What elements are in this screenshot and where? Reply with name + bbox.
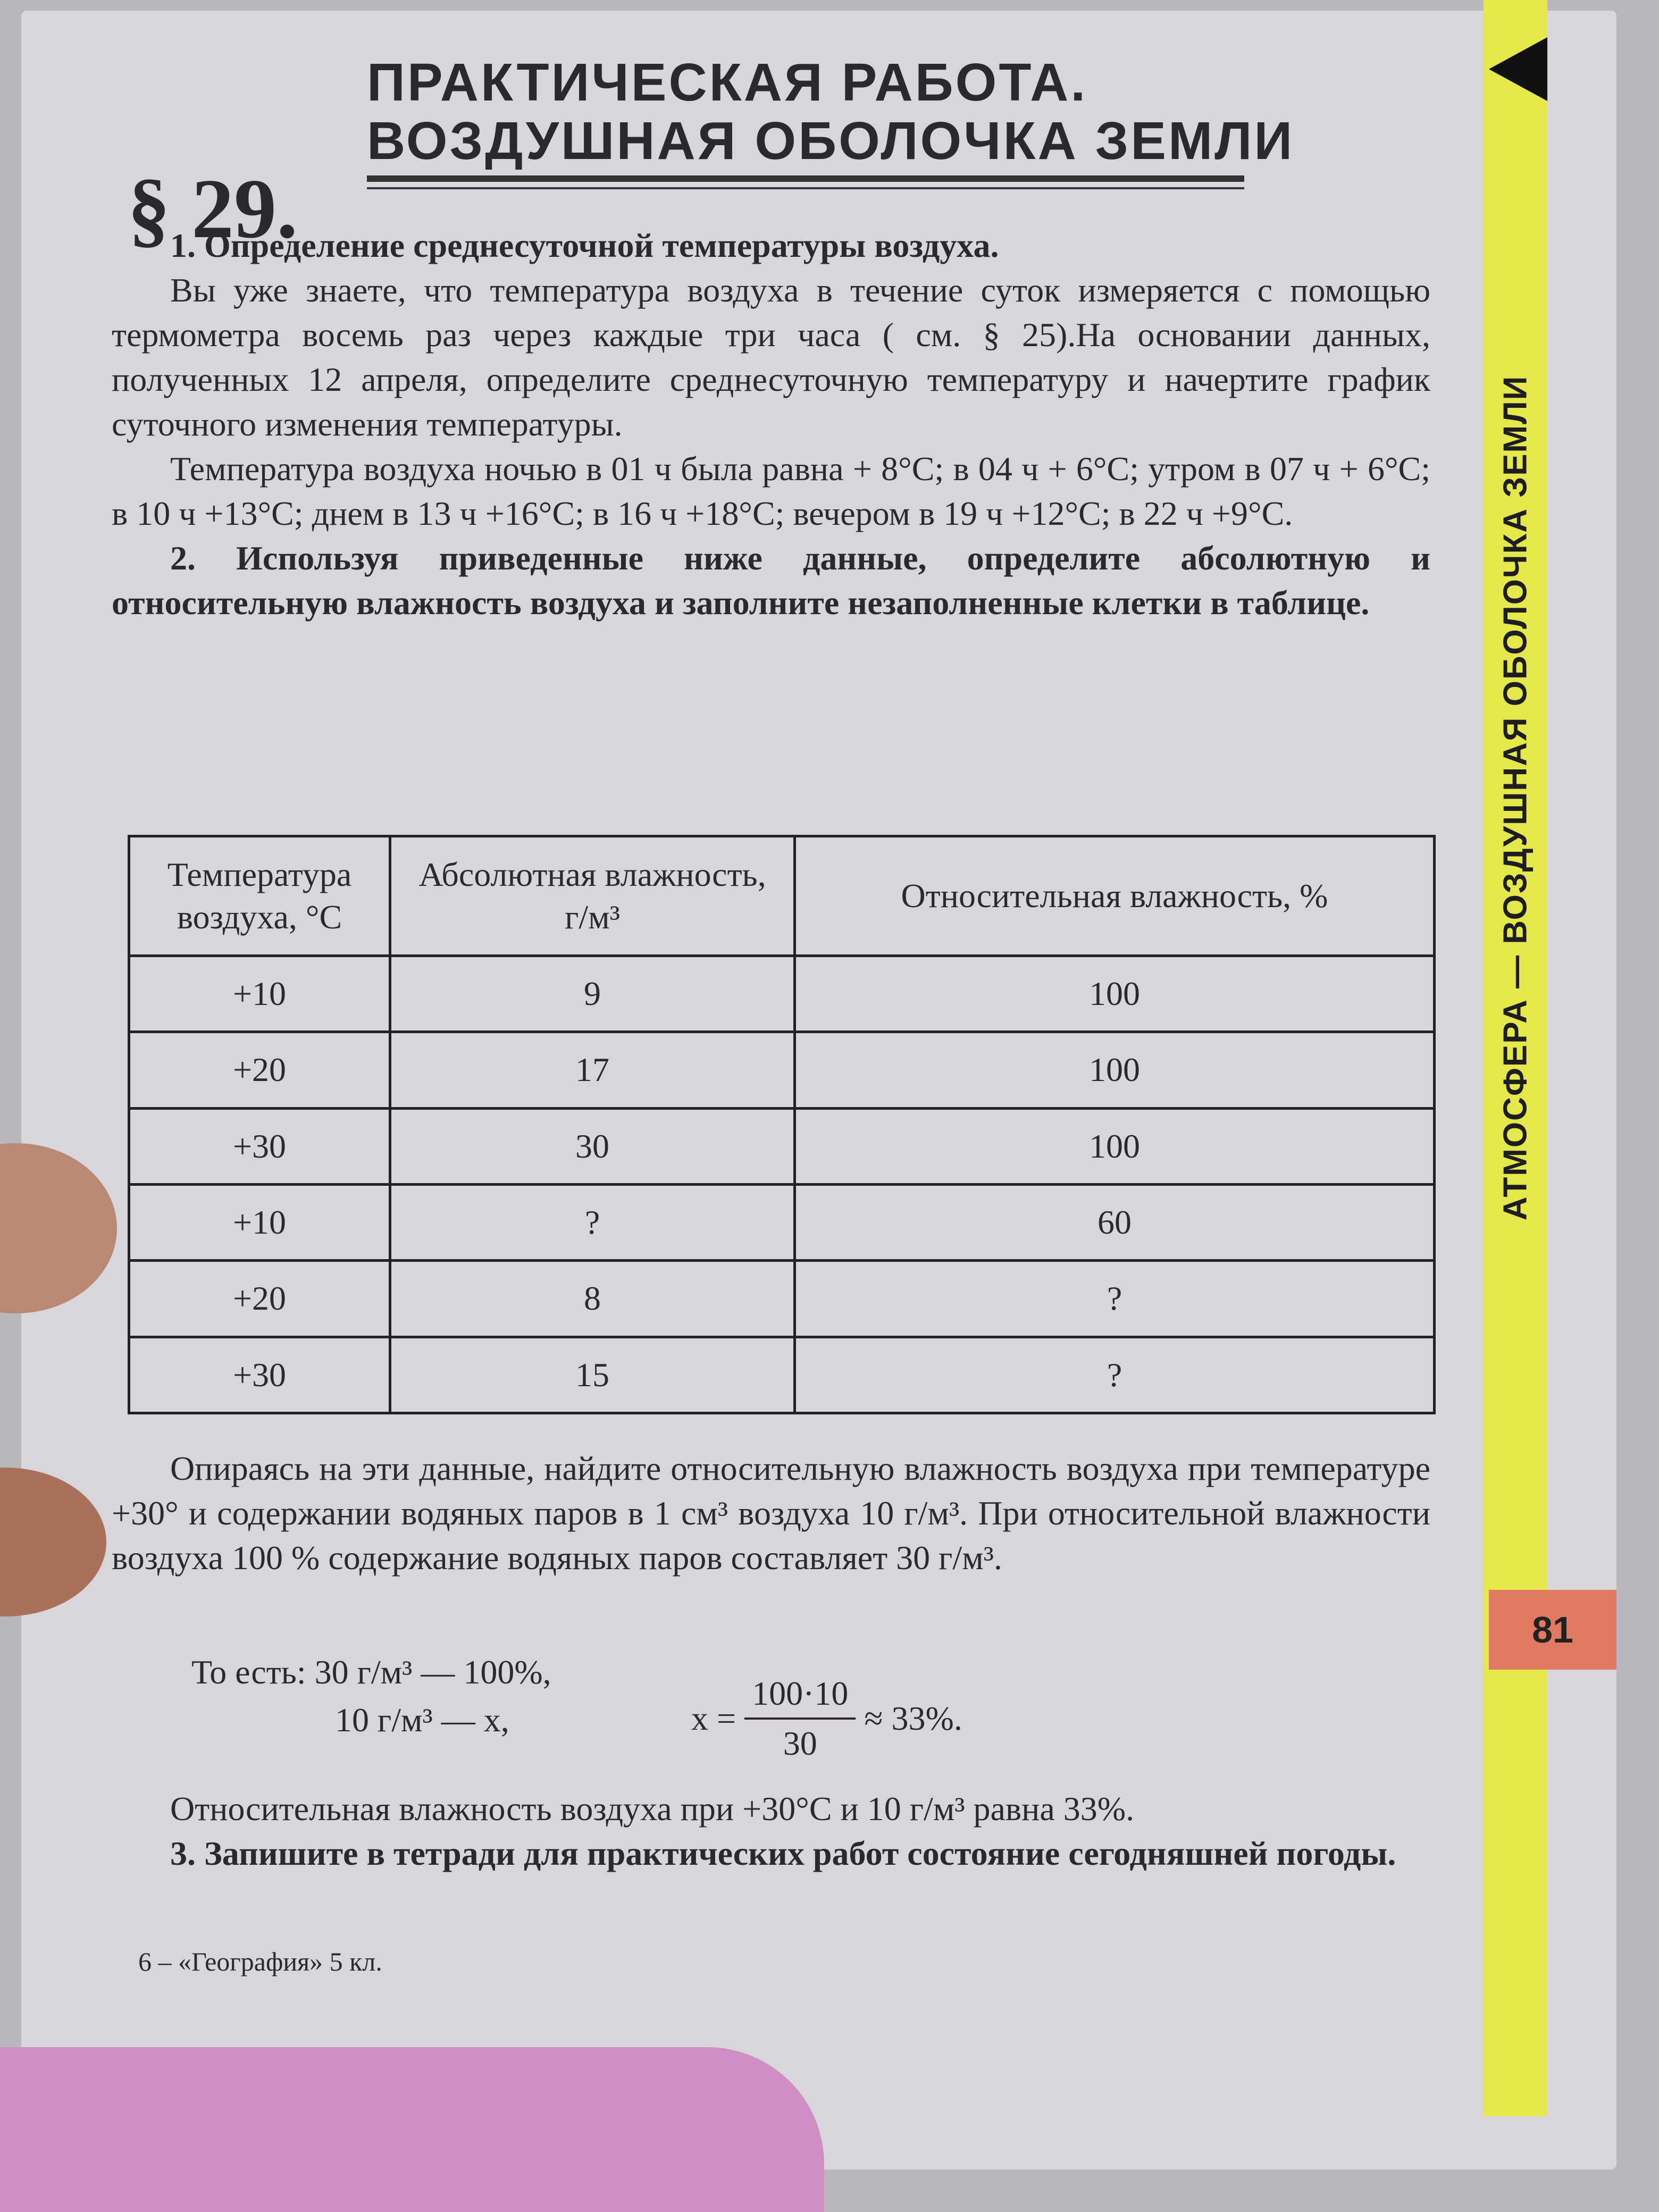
task3-text: 3. Запишите в тетради для практических работ состояние сегодняшней погоды. (170, 1834, 1396, 1872)
side-band-title: АТМОСФЕРА — ВОЗДУШНАЯ ОБОЛОЧКА ЗЕМЛИ (1497, 375, 1534, 1220)
fraction-expression (691, 1670, 962, 1767)
table-row (129, 1032, 1435, 1108)
fraction-denominator: 30 (783, 1724, 817, 1762)
cell-relative: 100 (795, 956, 1435, 1032)
header-relative-humidity: Относительная влажность, % (795, 836, 1435, 956)
header-temperature: Температура воздуха, °С (129, 836, 390, 956)
cell-absolute: ? (390, 1184, 795, 1260)
cell-temperature: +20 (129, 1261, 390, 1337)
fraction (744, 1670, 856, 1767)
cell-temperature: +10 (129, 1184, 390, 1260)
cell-temperature: +30 (129, 1337, 390, 1413)
cell-temperature: +20 (129, 1032, 390, 1108)
proportion-line-1: То есть: 30 г/м³ — 100%, (191, 1653, 551, 1691)
cell-relative: 100 (795, 1032, 1435, 1108)
task1-heading: 1. Определение среднесуточной температуры воздуха. (170, 227, 999, 264)
triangle-marker-icon (1489, 37, 1547, 101)
page-footer: 6 – «География» 5 кл. (138, 1947, 382, 1976)
title-line-1: ПРАКТИЧЕСКАЯ РАБОТА. (367, 53, 1088, 112)
x-equals: x = (691, 1699, 736, 1737)
proportion-formula (191, 1648, 1361, 1765)
conclusion-block (112, 1787, 1430, 1876)
cell-absolute: 15 (390, 1337, 795, 1413)
pink-glove (0, 2047, 824, 2212)
header-absolute-humidity: Абсолютная влажность, г/м³ (390, 836, 795, 956)
table-row (129, 956, 1435, 1032)
cell-relative: ? (795, 1261, 1435, 1337)
table-row (129, 1108, 1435, 1184)
cell-absolute: 17 (390, 1032, 795, 1108)
cell-temperature: +10 (129, 956, 390, 1032)
cell-relative: 100 (795, 1108, 1435, 1184)
task1-data: Температура воздуха ночью в 01 ч была равна + 8°С; в 04 ч + 6°С; утром в 07 ч + 6°С; в 10 ч +13°С; днем в 13 ч +16°С; в 16 ч +18°С; вечером в 19 ч +12°С; в 22 ч +9°С. (112, 450, 1430, 532)
task1-block (112, 223, 1430, 625)
humidity-table (128, 835, 1436, 1414)
table-row (129, 1184, 1435, 1260)
task1-body: Вы уже знаете, что температура воздуха в течение суток измеряется с помощью термометра восемь раз через каждые три часа ( см. § 25).На основании данных, полученных 12 апреля, определите среднесуточную температуру и начертите график суточного изменения температуры. (112, 271, 1430, 443)
table-header-row (129, 836, 1435, 956)
fraction-numerator: 100·10 (744, 1670, 856, 1720)
section-number: § 29. (128, 161, 298, 256)
cell-absolute: 30 (390, 1108, 795, 1184)
conclusion-text: Относительная влажность воздуха при +30°С и 10 г/м³ равна 33%. (170, 1790, 1135, 1828)
cell-temperature: +30 (129, 1108, 390, 1184)
title-line-2: ВОЗДУШНАЯ ОБОЛОЧКА ЗЕМЛИ (367, 111, 1295, 171)
explanation-block (112, 1446, 1430, 1580)
table-row (129, 1337, 1435, 1413)
explanation-text: Опираясь на эти данные, найдите относительную влажность воздуха при температуре +30° и содержании водяных паров в 1 см³ воздуха 10 г/м³. При относительной влажности воздуха 100 % содержание водяных паров составляет 30 г/м³. (112, 1449, 1430, 1577)
page-title (367, 53, 1430, 170)
task2-heading: 2. Используя приведенные ниже данные, определите абсолютную и относительную влажность воздуха и заполните незаполненные клетки в таблице. (112, 539, 1430, 622)
title-divider (367, 175, 1244, 182)
cell-relative: 60 (795, 1184, 1435, 1260)
cell-absolute: 8 (390, 1261, 795, 1337)
fraction-result: ≈ 33%. (864, 1699, 962, 1737)
table-row (129, 1261, 1435, 1337)
proportion-lines (191, 1648, 551, 1744)
title-divider-thin (367, 187, 1244, 189)
cell-relative: ? (795, 1337, 1435, 1413)
page-number: 81 (1489, 1590, 1616, 1670)
cell-absolute: 9 (390, 956, 795, 1032)
proportion-line-2: 10 г/м³ — x, (335, 1701, 509, 1739)
